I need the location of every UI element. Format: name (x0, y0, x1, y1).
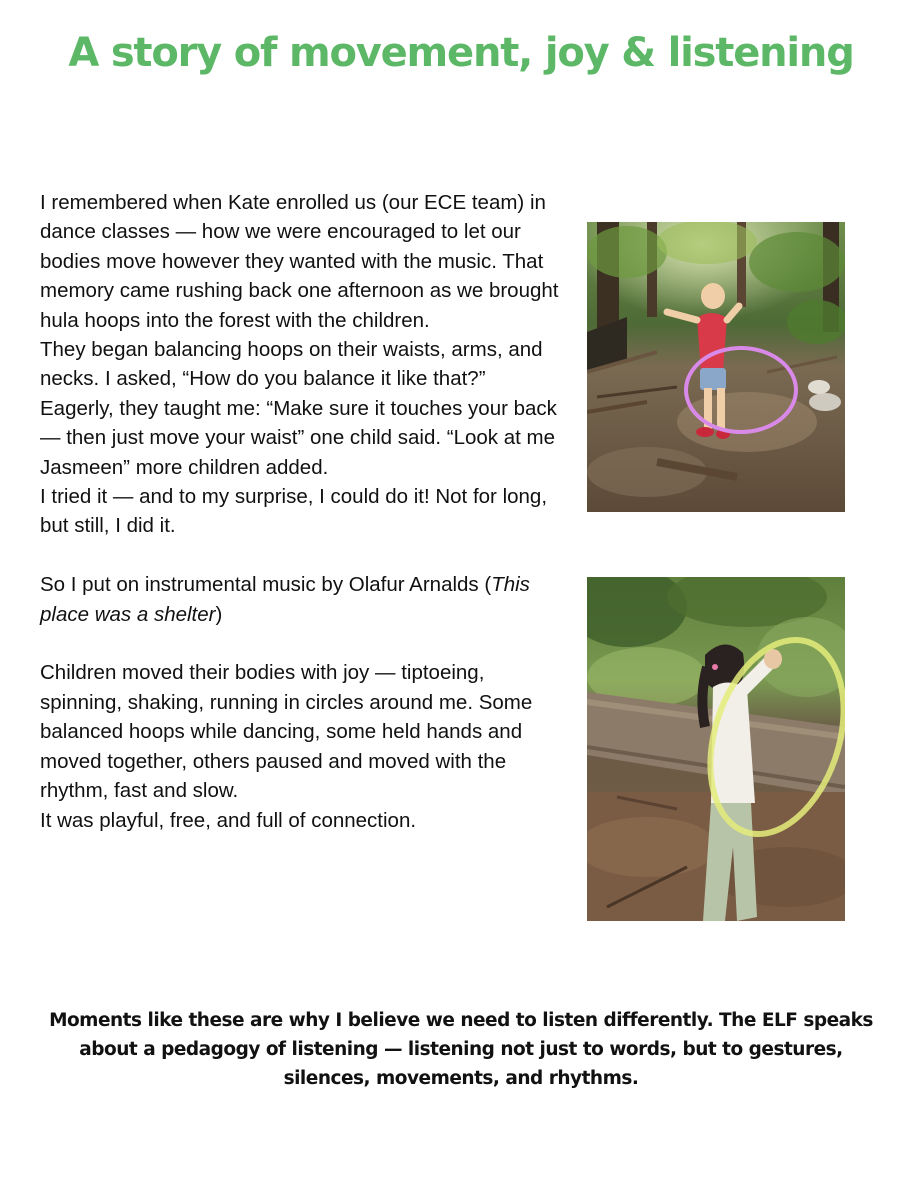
paragraph-spacer (40, 541, 570, 570)
paragraph-spacer (40, 629, 570, 658)
story-text (40, 188, 570, 835)
story-paragraph-moved: Children moved their bodies with joy — tiptoeing, spinning, shaking, running in circles around me. Some balanced hoops while dancing, some held hands and moved together, others paused and moved with the rhythm, fast and slow. (40, 661, 533, 803)
photo-child-yellow-hoop-image (587, 577, 845, 921)
page-title: A story of movement, joy & listening (68, 30, 854, 76)
story-paragraph-taught: Eagerly, they taught me: “Make sure it touches your back — then just move your waist” one child said. “Look at me Jasmeen” more children added. (40, 396, 557, 479)
photo-child-pink-hoop-image (587, 222, 845, 512)
music-suffix: ) (215, 602, 223, 626)
story-paragraph-intro: I remembered when Kate enrolled us (our ECE team) in dance classes — how we were encouraged to let our bodies move however they wanted with the music. That memory came rushing back one afternoon as we brought hula hoops into the forest with the children. (40, 191, 559, 332)
closing-statement: Moments like these are why I believe we need to listen differently. The ELF speaks about a pedagogy of listening — listening not just to words, but to gestures, silences, movements, and rhythms. (49, 1010, 873, 1089)
story-paragraph-balance: They began balancing hoops on their waists, arms, and necks. I asked, “How do you balance it like that?” (40, 338, 543, 391)
story-paragraph-music (40, 570, 570, 629)
story-paragraph-tried: I tried it — and to my surprise, I could do it! Not for long, but still, I did it. (40, 485, 548, 538)
photo-child-pink-hoop (587, 222, 845, 512)
music-prefix: So I put on instrumental music by Olafur Arnalds ( (40, 573, 492, 597)
music-title: This place was a shelter (40, 573, 530, 626)
photo-child-yellow-hoop (587, 577, 845, 921)
story-paragraph-playful: It was playful, free, and full of connection. (40, 808, 417, 832)
